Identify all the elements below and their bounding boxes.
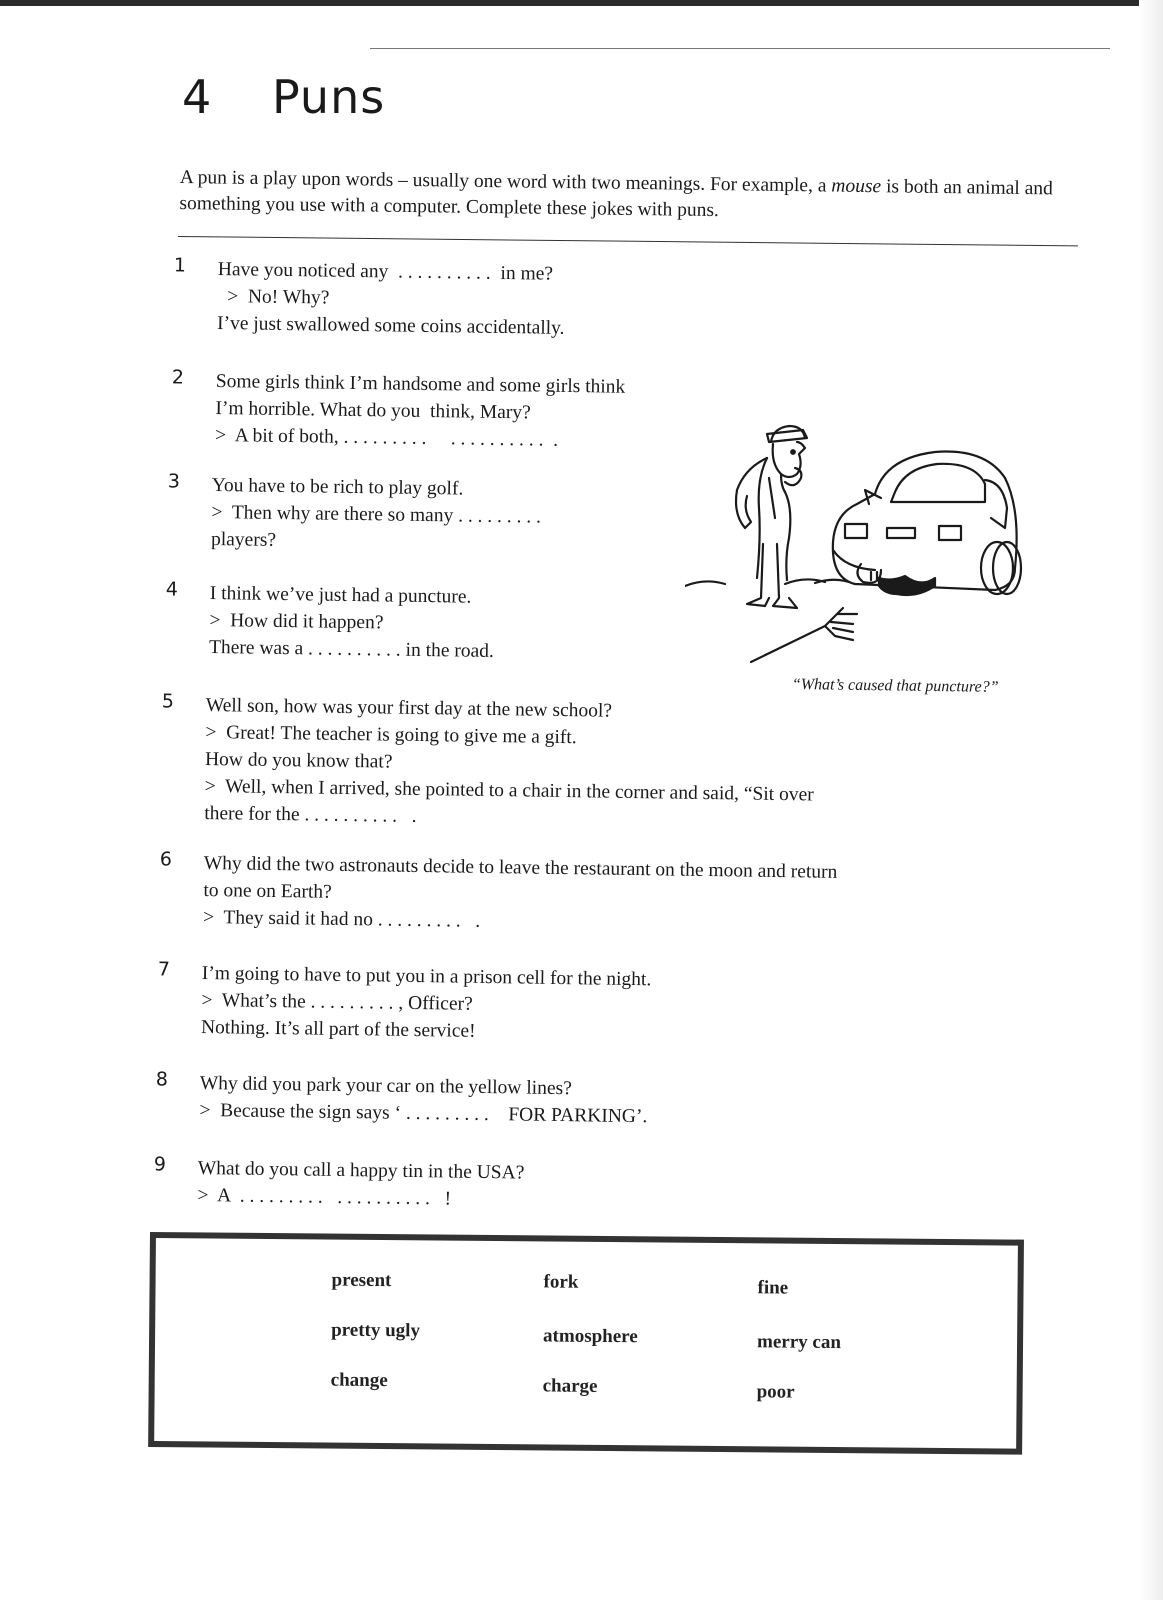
intro-emphasis: mouse (831, 175, 882, 198)
intro-paragraph (179, 165, 1060, 229)
question-line: I think we’ve just had a puncture. (209, 582, 472, 608)
question-number: 4 (165, 578, 179, 601)
answer-line: > How did it happen? (209, 609, 384, 634)
question-line: How do you know that? (204, 748, 393, 773)
cartoon-caption: “What’s caused that puncture?” (791, 676, 999, 696)
question-8 (155, 1068, 648, 1130)
word-option: atmosphere (543, 1325, 638, 1348)
answer-line: > Great! The teacher is going to give me a gift. (205, 721, 577, 749)
question-9 (153, 1153, 525, 1214)
scan-right-edge (1139, 0, 1163, 1600)
intro-text-start: A pun is a play upon words – usually one word with two meanings. For example, a (179, 166, 832, 197)
word-box (148, 1232, 1024, 1455)
question-4 (165, 578, 495, 665)
question-number: 6 (159, 848, 173, 871)
question-6 (159, 848, 838, 940)
question-line: Have you noticed any . . . . . . . . . . in me? (217, 258, 554, 285)
answer-line: > A bit of both, . . . . . . . . . . . . . . . . . . . . (214, 424, 559, 451)
question-number: 1 (173, 254, 187, 277)
answer-line: > Because the sign says ‘ . . . . . . . . . FOR PARKING’. (199, 1099, 648, 1128)
word-option: pretty ugly (331, 1319, 421, 1342)
question-number: 9 (153, 1153, 167, 1176)
answer-line: there for the . . . . . . . . . . . (204, 802, 417, 827)
puncture-cartoon (685, 418, 1045, 678)
question-line: to one on Earth? (203, 879, 332, 903)
question-line: Well son, how was your first day at the new school? (205, 694, 613, 722)
question-number: 7 (157, 958, 171, 981)
question-7 (157, 958, 652, 1047)
word-option: charge (542, 1375, 598, 1397)
question-number: 3 (167, 470, 181, 493)
question-line: You have to be rich to play golf. (211, 474, 464, 500)
word-option: present (331, 1269, 392, 1292)
word-option: change (330, 1369, 388, 1392)
page-title (182, 70, 385, 124)
question-line: I’m horrible. What do you think, Mary? (215, 397, 531, 424)
car-icon (833, 452, 1021, 595)
word-option: poor (756, 1381, 795, 1403)
question-line: Nothing. It’s all part of the service! (200, 1016, 476, 1042)
question-number: 2 (171, 366, 185, 389)
unit-title: Puns (272, 70, 386, 124)
question-line: There was a . . . . . . . . . . in the road. (208, 636, 495, 662)
word-option: fork (543, 1271, 579, 1293)
question-1 (173, 254, 566, 342)
intro-text-end: is both an animal and something you use with a computer. Complete these jokes with puns. (179, 176, 1053, 222)
header-rule (370, 48, 1110, 49)
answer-line: > Then why are there so many . . . . . . . . . (211, 501, 542, 528)
intro-rule (178, 236, 1078, 246)
question-line: What do you call a happy tin in the USA? (197, 1157, 525, 1184)
answer-line: > They said it had no . . . . . . . . . . (202, 906, 481, 932)
ground-icon (685, 579, 855, 586)
answer-line: > Well, when I arrived, she pointed to a chair in the corner and said, “Sit over (204, 775, 814, 806)
question-3 (167, 470, 542, 558)
question-number: 8 (155, 1068, 169, 1091)
question-line: Why did you park your car on the yellow lines? (199, 1072, 572, 1100)
question-number: 5 (161, 690, 175, 713)
question-line: Some girls think I’m handsome and some girls think (215, 370, 626, 398)
unit-number: 4 (182, 70, 213, 124)
question-line: I’m going to have to put you in a prison cell for the night. (201, 962, 652, 991)
answer-line: > A . . . . . . . . . . . . . . . . . . . ! (197, 1184, 452, 1210)
answer-line: players? (210, 528, 277, 551)
word-option: fine (757, 1277, 789, 1299)
answer-line: > No! Why? (217, 285, 330, 309)
word-option: merry can (756, 1331, 842, 1354)
question-5 (161, 690, 815, 835)
answer-line: > What’s the . . . . . . . . . , Officer? (201, 989, 473, 1015)
question-line: I’ve just swallowed some coins accidentally. (216, 312, 565, 339)
fork-icon (751, 608, 857, 662)
question-line: Why did the two astronauts decide to leave the restaurant on the moon and return (203, 852, 838, 883)
scan-top-edge (0, 0, 1163, 6)
question-2 (171, 366, 626, 455)
